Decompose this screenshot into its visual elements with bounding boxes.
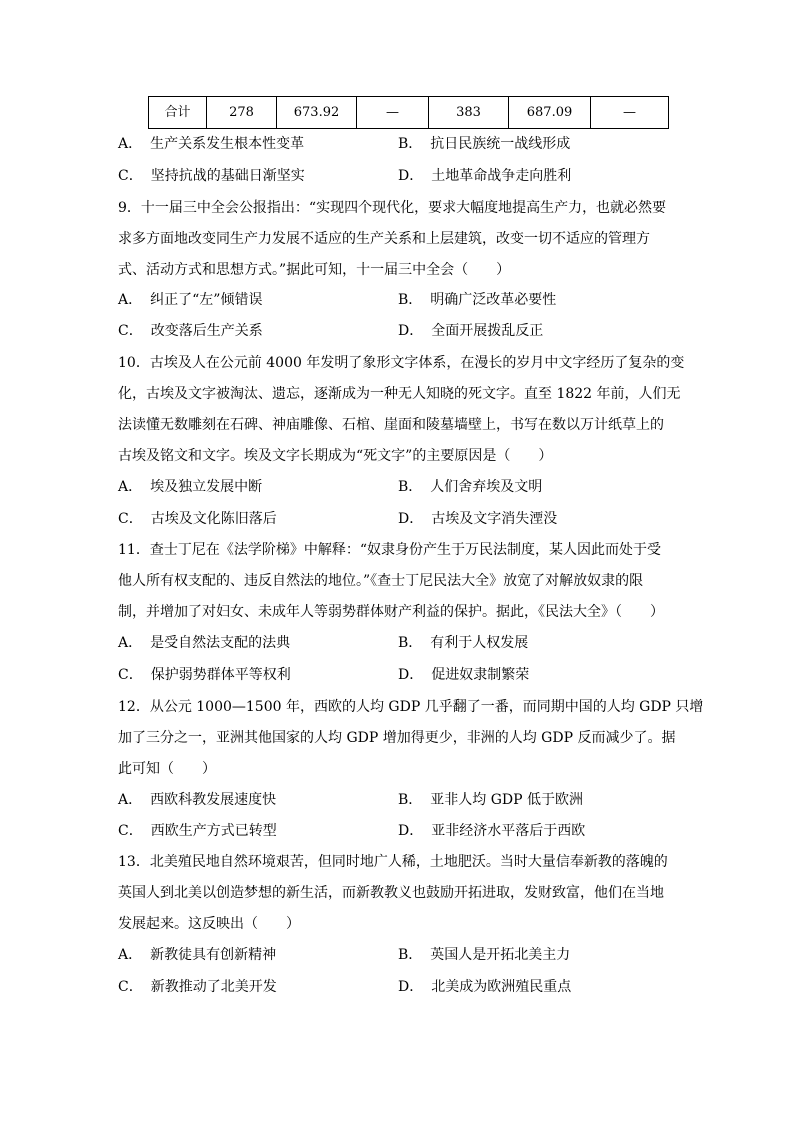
option-key: A．: [118, 635, 143, 651]
option-key: D．: [398, 823, 424, 839]
q8-option-b[interactable]: [398, 134, 570, 154]
q9-option-c[interactable]: [118, 321, 263, 341]
q10-stem-line: 化，古埃及文字被淘汰、遗忘，逐渐成为一种无人知晓的死文字。直至 1822 年前，人们无: [118, 386, 681, 402]
option-text: 新教推动了北美开发: [150, 979, 277, 995]
q12-stem-line: 12．从公元 1000—1500 年，西欧的人均 GDP 几乎翻了一番，而同期中国的人均 GDP 只增: [118, 699, 704, 715]
option-text: 改变落后生产关系: [150, 323, 263, 339]
option-text: 人们舍弃埃及文明: [430, 479, 543, 495]
q8-option-c[interactable]: [118, 166, 305, 186]
option-text: 是受自然法支配的法典: [150, 635, 291, 651]
option-key: A．: [118, 792, 143, 808]
option-text: 西欧生产方式已转型: [150, 823, 277, 839]
option-key: A．: [118, 292, 143, 308]
option-key: B．: [398, 292, 423, 308]
q9-option-b[interactable]: [398, 290, 556, 310]
option-text: 有利于人权发展: [430, 635, 529, 651]
q11-option-b[interactable]: [398, 633, 528, 653]
q12-stem-line: 此可知（ ）: [118, 761, 216, 777]
q13-stem-line: 英国人到北美以创造梦想的新生活，而新教教义也鼓励开拓进取，发财致富，他们在当地: [118, 885, 664, 901]
q12-option-a[interactable]: [118, 790, 276, 810]
option-key: B．: [398, 635, 423, 651]
q10-option-c[interactable]: [118, 509, 277, 529]
q9-stem-line: 求多方面地改变同生产力发展不适应的生产关系和上层建筑，改变一切不适应的管理方: [118, 231, 650, 247]
option-key: B．: [398, 479, 423, 495]
option-key: C．: [118, 979, 143, 995]
q10-stem-line: 10．古埃及人在公元前 4000 年发明了象形文字体系，在漫长的岁月中文字经历了复杂的变: [118, 355, 685, 371]
option-key: D．: [398, 511, 424, 527]
q13-option-d[interactable]: [398, 977, 571, 997]
q9-option-a[interactable]: [118, 290, 262, 310]
option-key: A．: [118, 136, 143, 152]
option-key: D．: [398, 168, 424, 184]
option-text: 埃及独立发展中断: [150, 479, 263, 495]
option-key: A．: [118, 479, 143, 495]
option-key: B．: [398, 792, 423, 808]
option-text: 全面开展拨乱反正: [431, 323, 544, 339]
option-key: B．: [398, 136, 423, 152]
option-text: 北美成为欧洲殖民重点: [431, 979, 572, 995]
q10-option-a[interactable]: [118, 477, 262, 497]
q8-option-d[interactable]: [398, 166, 571, 186]
q13-option-a[interactable]: [118, 945, 276, 965]
q13-stem-line: 13．北美殖民地自然环境艰苦，但同时地广人稀，土地肥沃。当时大量信奉新教的落魄的: [118, 854, 668, 870]
table-cell: 278: [207, 97, 277, 129]
option-text: 促进奴隶制繁荣: [431, 667, 530, 683]
option-text: 西欧科教发展速度快: [150, 792, 277, 808]
q11-option-c[interactable]: [118, 665, 291, 685]
option-text: 亚非经济水平落后于西欧: [431, 823, 586, 839]
option-text: 土地革命战争走向胜利: [431, 168, 572, 184]
q12-option-d[interactable]: [398, 821, 585, 841]
option-text: 英国人是开拓北美主力: [430, 947, 571, 963]
q13-option-b[interactable]: [398, 945, 570, 965]
q10-stem-line: 古埃及铭文和文字。埃及文字长期成为“死文字”的主要原因是（ ）: [118, 448, 553, 464]
q9-option-d[interactable]: [398, 321, 543, 341]
q10-option-d[interactable]: [398, 509, 557, 529]
table-cell: —: [591, 97, 669, 129]
option-key: C．: [118, 323, 143, 339]
table-cell: 673.92: [277, 97, 357, 129]
q8-option-a[interactable]: [118, 134, 304, 154]
option-text: 纠正了“左”倾错误: [150, 292, 263, 308]
option-text: 抗日民族统一战线形成: [430, 136, 571, 152]
option-key: C．: [118, 823, 143, 839]
q13-option-c[interactable]: [118, 977, 277, 997]
q9-stem-line: 9．十一届三中全会公报指出：“实现四个现代化，要求大幅度地提高生产力，也就必然要: [118, 200, 667, 216]
totals-table: [148, 96, 669, 129]
q10-stem-line: 法读懂无数雕刻在石碑、神庙雕像、石棺、崖面和陵墓墙壁上，书写在数以万计纸草上的: [118, 417, 664, 433]
q13-stem-line: 发展起来。这反映出（ ）: [118, 916, 300, 932]
option-key: C．: [118, 511, 143, 527]
option-text: 新教徒具有创新精神: [150, 947, 277, 963]
table-cell: 383: [429, 97, 509, 129]
q11-stem-line: 他人所有权支配的、违反自然法的地位。”《查士丁尼民法大全》放宽了对解放奴隶的限: [118, 573, 644, 589]
option-key: A．: [118, 947, 143, 963]
option-key: B．: [398, 947, 423, 963]
q12-option-b[interactable]: [398, 790, 583, 810]
option-text: 生产关系发生根本性变革: [150, 136, 305, 152]
option-key: D．: [398, 323, 424, 339]
option-key: C．: [118, 667, 143, 683]
q9-stem-line: 式、活动方式和思想方式。”据此可知，十一届三中全会（ ）: [118, 262, 511, 278]
table-row: [149, 97, 669, 129]
table-cell: 687.09: [509, 97, 591, 129]
option-text: 坚持抗战的基础日渐坚实: [150, 168, 305, 184]
option-key: C．: [118, 168, 143, 184]
q12-stem-line: 加了三分之一，亚洲其他国家的人均 GDP 增加得更少，非洲的人均 GDP 反而减少了。据: [118, 730, 676, 746]
option-key: D．: [398, 667, 424, 683]
option-text: 亚非人均 GDP 低于欧洲: [430, 792, 584, 808]
option-key: D．: [398, 979, 424, 995]
table-cell: —: [357, 97, 429, 129]
option-text: 明确广泛改革必要性: [430, 292, 557, 308]
q11-stem-line: 制，并增加了对妇女、未成年人等弱势群体财产利益的保护。据此，《民法大全》（ ）: [118, 604, 664, 620]
q11-option-d[interactable]: [398, 665, 529, 685]
q10-option-b[interactable]: [398, 477, 542, 497]
q12-option-c[interactable]: [118, 821, 277, 841]
option-text: 古埃及文化陈旧落后: [150, 511, 277, 527]
q11-stem-line: 11．查士丁尼在《法学阶梯》中解释：“奴隶身份产生于万民法制度，某人因此而处于受: [118, 542, 661, 558]
q11-option-a[interactable]: [118, 633, 290, 653]
table-cell-label: 合计: [149, 97, 207, 129]
option-text: 古埃及文字消失湮没: [431, 511, 558, 527]
option-text: 保护弱势群体平等权利: [150, 667, 291, 683]
